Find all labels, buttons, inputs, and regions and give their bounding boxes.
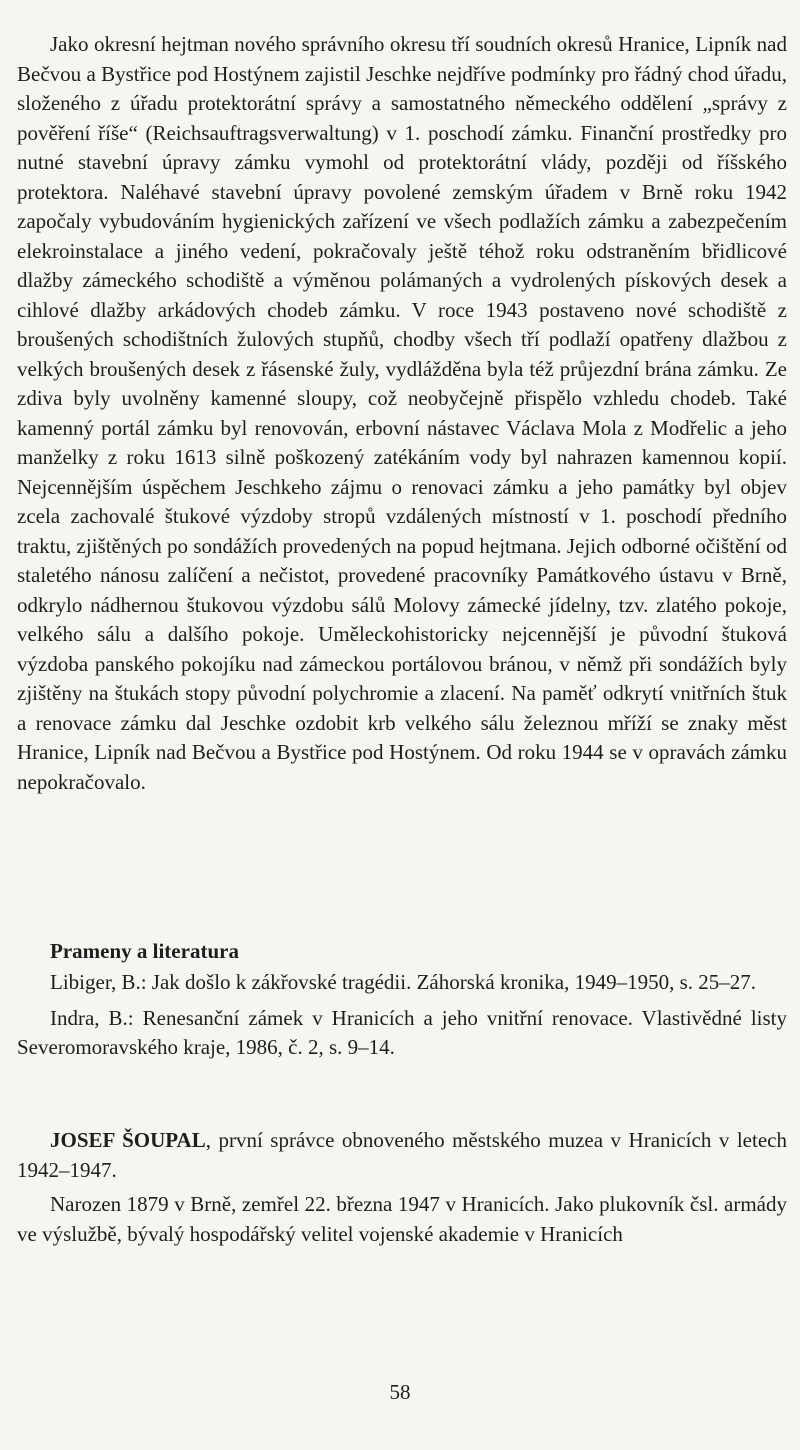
biography-role: , první správce obnoveného městského muzea v Hranicích v letech 1942–1947. — [17, 1128, 787, 1182]
biography-name: JOSEF ŠOUPAL — [50, 1128, 206, 1152]
body-paragraph: Jako okresní hejtman nového správního okresu tří soudních okresů Hranice, Lipník nad Bečvou a Bystřice pod Hostýnem zajistil Jeschke nejdříve podmínky pro řádný chod úřadu, složeného z úřadu protektorátní správy a samostatného německého oddělení „správy z pověření říše“ (Reichsauftragsverwaltung) v 1. poschodí zámku. Finanční prostředky pro nutné stavební úpravy zámku vymohl od protektorátní vlády, později od říšského protektora. Naléhavé stavební úpravy povolené zemským úřadem v Brně roku 1942 započaly vybudováním hygienických zařízení ve všech podlažích zámku a zabezpečením elekroinstalace a jiného vedení, pokračovaly ještě téhož roku odstraněním břidlicové dlažby zámeckého schodiště a výměnou polámaných a vydrolených pískových desek a cihlové dlažby arkádových chodeb zámku. V roce 1943 postaveno nové schodiště z broušených schodištních žulových stupňů, chodby všech tří podlaží opatřeny dlažbou z velkých broušených desek z řásenské žuly, vydlážděna byla též průjezdní brána zámku. Ze zdiva byly uvolněny kamenné sloupy, což neobyčejně přispělo vzhledu chodeb. Také kamenný portál zámku byl renovován, erbovní nástavec Václava Mola z Modřelic a jeho manželky z roku 1613 silně poškozený zatékáním vody byl nahrazen kamennou kopií. Nejcennějším úspěchem Jeschkeho zájmu o renovaci zámku a jeho památky byl objev zcela zachovalé štukové výzdoby stropů vzdálených místností v 1. poschodí předního traktu, zjištěných po sondážích provedených na popud hejtmana. Jejich odborné očištění od staletého nánosu zalíčení a nečistot, provedené pracovníky Památkového ústavu v Brně, odkrylo nádhernou štukovou výzdobu sálů Molovy zámecké jídelny, tzv. zlatého pokoje, velkého sálu a dalšího pokoje. Uměleckohistoricky nejcennější je původní štuková výzdoba panského pokojíku nad zámeckou portálovou bránou, v němž při sondážích byly zjištěny na štukách stopy původní polychromie a zlacení. Na paměť odkrytí vnitřních štuk a renovace zámku dal Jeschke ozdobit krb velkého sálu železnou mříží se znaky měst Hranice, Lipník nad Bečvou a Bystřice pod Hostýnem. Od roku 1944 se v opravách zámku nepokračovalo. — [17, 32, 787, 794]
reference-item: Indra, B.: Renesanční zámek v Hranicích a jeho vnitřní renovace. Vlastivědné listy Severomoravského kraje, 1986, č. 2, s. 9–14. — [17, 1005, 787, 1059]
biography-entry — [17, 1126, 787, 1249]
reference-item: Libiger, B.: Jak došlo k zákřovské tragédii. Záhorská kronika, 1949–1950, s. 25–27. — [50, 970, 757, 994]
body-text-block — [17, 30, 787, 797]
page-number: 58 — [389, 1380, 411, 1404]
reference-list — [17, 968, 787, 1063]
sources-heading: Prameny a literatura — [50, 939, 239, 963]
biography-text: Narozen 1879 v Brně, zemřel 22. března 1947 v Hranicích. Jako plukovník čsl. armády ve výslužbě, bývalý hospodářský velitel vojenské akademie v Hranicích — [17, 1192, 787, 1246]
biography-heading — [17, 1126, 787, 1185]
